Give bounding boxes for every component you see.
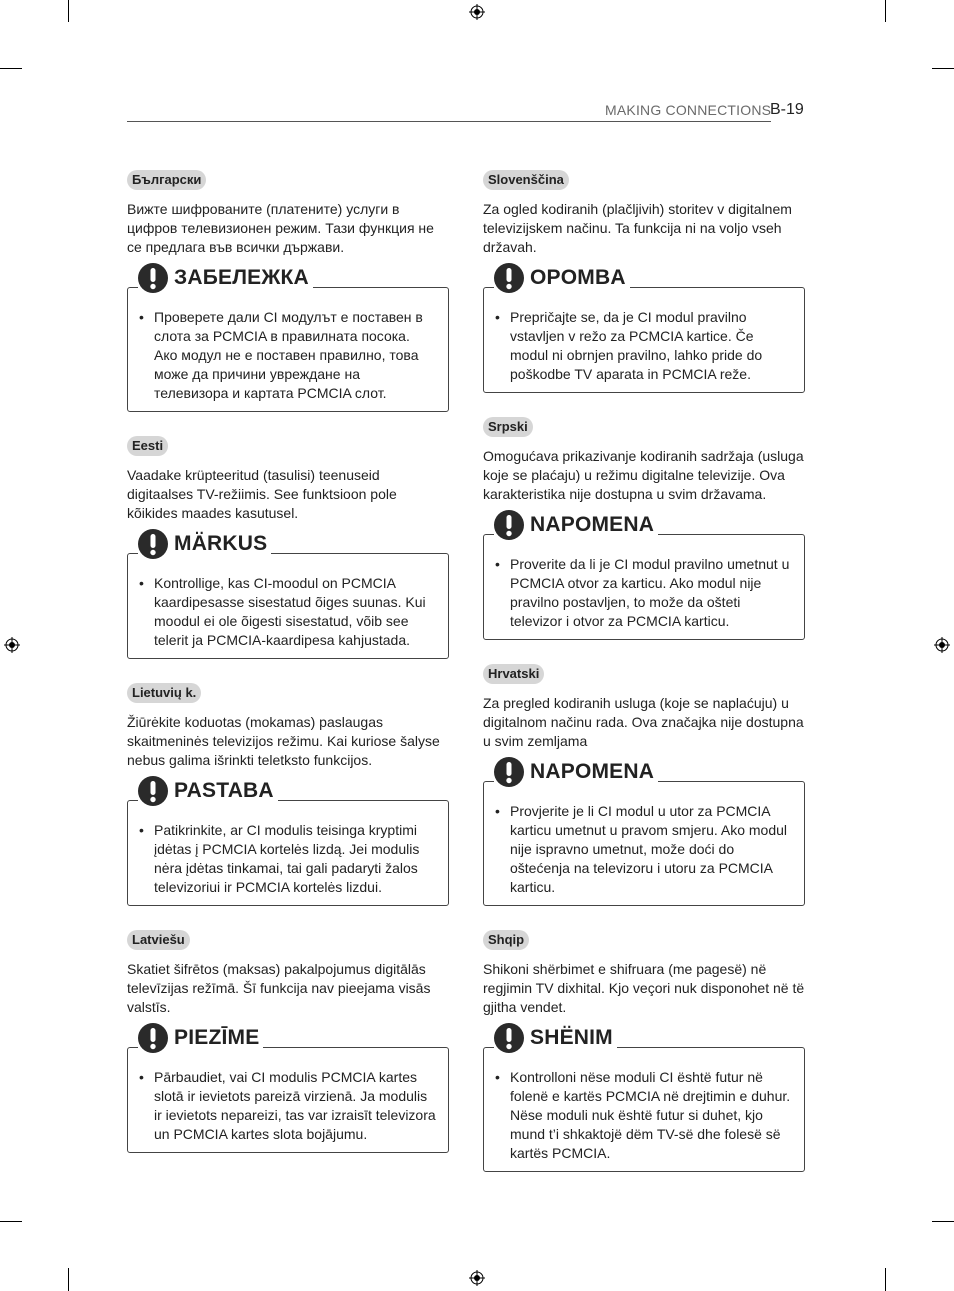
note-header xyxy=(494,510,658,540)
language-label: Slovenščina xyxy=(483,170,569,190)
note-item: • Provjerite je li CI modul u utor za PCMCIA karticu umetnut u pravom smjeru. Ako modul nije ispravno umetnut, može doći do oštećenja na televizoru i utoru za PCMCIA karticu. xyxy=(510,802,792,897)
note-list xyxy=(154,308,436,403)
exclamation-icon xyxy=(494,757,524,787)
language-section xyxy=(127,683,449,906)
note-list xyxy=(510,802,792,897)
crop-mark xyxy=(885,1268,886,1291)
note-list xyxy=(510,555,792,631)
exclamation-icon xyxy=(494,1023,524,1053)
note-item: • Проверете дали CI модулът е поставен в слота за PCMCIA в правилната посока. Ако модул не е поставен правилно, това може да причини увреждане на телевизора и картата PCMCIA слот. xyxy=(154,308,436,403)
note-box xyxy=(127,779,449,906)
registration-mark-icon xyxy=(934,637,950,653)
exclamation-icon xyxy=(138,776,168,806)
language-description: Вижте шифрованите (платените) услуги в цифров телевизионен режим. Тази функция не се предлага във всички държави. xyxy=(127,201,434,255)
language-label: Eesti xyxy=(127,436,168,456)
note-box xyxy=(483,760,805,906)
note-item: • Pārbaudiet, vai CI modulis PCMCIA kartes slotā ir ievietots pareizā virzienā. Ja modulis ir ievietots nepareizi, tas var izraisīt televizora un PCMCIA kartes slota bojājumu. xyxy=(154,1068,436,1144)
exclamation-icon xyxy=(494,510,524,540)
note-box xyxy=(483,266,805,393)
note-list xyxy=(510,1068,792,1163)
right-column xyxy=(483,170,805,1196)
crop-mark xyxy=(932,68,954,69)
language-section xyxy=(483,417,805,640)
header-rule xyxy=(127,121,771,122)
language-description: Vaadake krüpteeritud (tasulisi) teenuseid digitaalses TV-režiimis. See funktsioon pole kõikides maades kasutusel. xyxy=(127,467,397,521)
note-item: • Kontrollige, kas CI-moodul on PCMCIA kaardipesasse sisestatud õiges suunas. Kui moodul ei ole õigesti sisestatud, võib see telerit ja PCMCIA-kaardipesa kahjustada. xyxy=(154,574,436,650)
note-list xyxy=(154,574,436,650)
note-box xyxy=(483,1026,805,1172)
note-box xyxy=(127,532,449,659)
crop-mark xyxy=(0,1221,22,1222)
note-box xyxy=(483,513,805,640)
crop-mark xyxy=(68,1268,69,1291)
language-section xyxy=(127,930,449,1153)
registration-mark-icon xyxy=(469,4,485,20)
note-header xyxy=(138,1023,263,1053)
language-description: Omogućava prikazivanje kodiranih sadržaja (usluga koje se plaćaju) u režimu digitalne televizije. Ova karakteristika nije dostupna u svim državama. xyxy=(483,448,804,502)
note-header xyxy=(138,776,278,806)
note-list xyxy=(510,308,792,384)
note-title: SHËNIM xyxy=(530,1026,613,1049)
note-list xyxy=(154,821,436,897)
crop-mark xyxy=(0,68,22,69)
page-number: B-19 xyxy=(770,101,804,118)
exclamation-icon xyxy=(138,1023,168,1053)
exclamation-icon xyxy=(494,263,524,293)
language-label: Български xyxy=(127,170,206,190)
note-header xyxy=(494,263,630,293)
language-label: Hrvatski xyxy=(483,664,544,684)
exclamation-icon xyxy=(138,529,168,559)
note-title: NAPOMENA xyxy=(530,760,655,783)
note-header xyxy=(138,263,313,293)
note-title: PIEZĪME xyxy=(174,1026,260,1049)
note-title: ЗАБЕЛЕЖКА xyxy=(174,266,309,289)
language-section xyxy=(483,930,805,1172)
language-description: Skatiet šifrētos (maksas) pakalpojumus digitālās televīzijas režīmā. Šī funkcija nav pieejama visās valstīs. xyxy=(127,961,431,1015)
language-section xyxy=(483,664,805,906)
note-title: NAPOMENA xyxy=(530,513,655,536)
crop-mark xyxy=(932,1221,954,1222)
exclamation-icon xyxy=(138,263,168,293)
registration-mark-icon xyxy=(4,637,20,653)
language-description: Shikoni shërbimet e shifruara (me pagesë) në regjimin TV dixhital. Kjo veçori nuk disponohet në të gjitha vendet. xyxy=(483,961,805,1015)
crop-mark xyxy=(885,0,886,22)
language-description: Za ogled kodiranih (plačljivih) storitev v digitalnem televizijskem načinu. Ta funkcija ni na voljo vseh državah. xyxy=(483,201,792,255)
note-item: • Prepričajte se, da je CI modul pravilno vstavljen v režo za PCMCIA kartice. Če modul ni obrnjen pravilno, lahko pride do poškodbe TV aparata in PCMCIA reže. xyxy=(510,308,792,384)
language-section xyxy=(127,170,449,412)
note-header xyxy=(138,529,271,559)
note-item: • Kontrolloni nëse moduli CI është futur në folenë e kartës PCMCIA në drejtimin e duhur. Nëse moduli nuk është futur si duhet, kjo mund t’i shkaktojë dëm TV-së dhe folesë së kartës PCMCIA. xyxy=(510,1068,792,1163)
left-column xyxy=(127,170,449,1177)
language-label: Srpski xyxy=(483,417,533,437)
note-header xyxy=(494,1023,617,1053)
language-label: Lietuvių k. xyxy=(127,683,201,703)
language-description: Za pregled kodiranih usluga (koje se naplaćuju) u digitalnom načinu rada. Ova značajka nije dostupna u svim zemljama xyxy=(483,695,804,749)
note-list xyxy=(154,1068,436,1144)
note-title: PASTABA xyxy=(174,779,274,802)
crop-mark xyxy=(68,0,69,22)
note-box xyxy=(127,1026,449,1153)
section-title: MAKING CONNECTIONS xyxy=(605,102,772,118)
language-label: Latviešu xyxy=(127,930,190,950)
registration-mark-icon xyxy=(469,1270,485,1286)
note-box xyxy=(127,266,449,412)
language-section xyxy=(483,170,805,393)
note-item: • Patikrinkite, ar CI modulis teisinga kryptimi įdėtas į PCMCIA kortelės lizdą. Jei modulis nėra įdėtas tinkamai, tai gali padaryti žalos televizoriui ir PCMCIA kortelės lizdui. xyxy=(154,821,436,897)
language-label: Shqip xyxy=(483,930,529,950)
note-item: • Proverite da li je CI modul pravilno umetnut u PCMCIA otvor za karticu. Ako modul nije pravilno postavljen, to može da ošteti televizor i otvor za PCMCIA karticu. xyxy=(510,555,792,631)
note-title: OPOMBA xyxy=(530,266,626,289)
note-title: MÄRKUS xyxy=(174,532,268,555)
language-description: Žiūrėkite koduotas (mokamas) paslaugas skaitmeninės televizijos režimu. Kai kuriose šalyse nebus galima išrinkti teletksto funkcijos. xyxy=(127,714,440,768)
language-section xyxy=(127,436,449,659)
note-header xyxy=(494,757,658,787)
